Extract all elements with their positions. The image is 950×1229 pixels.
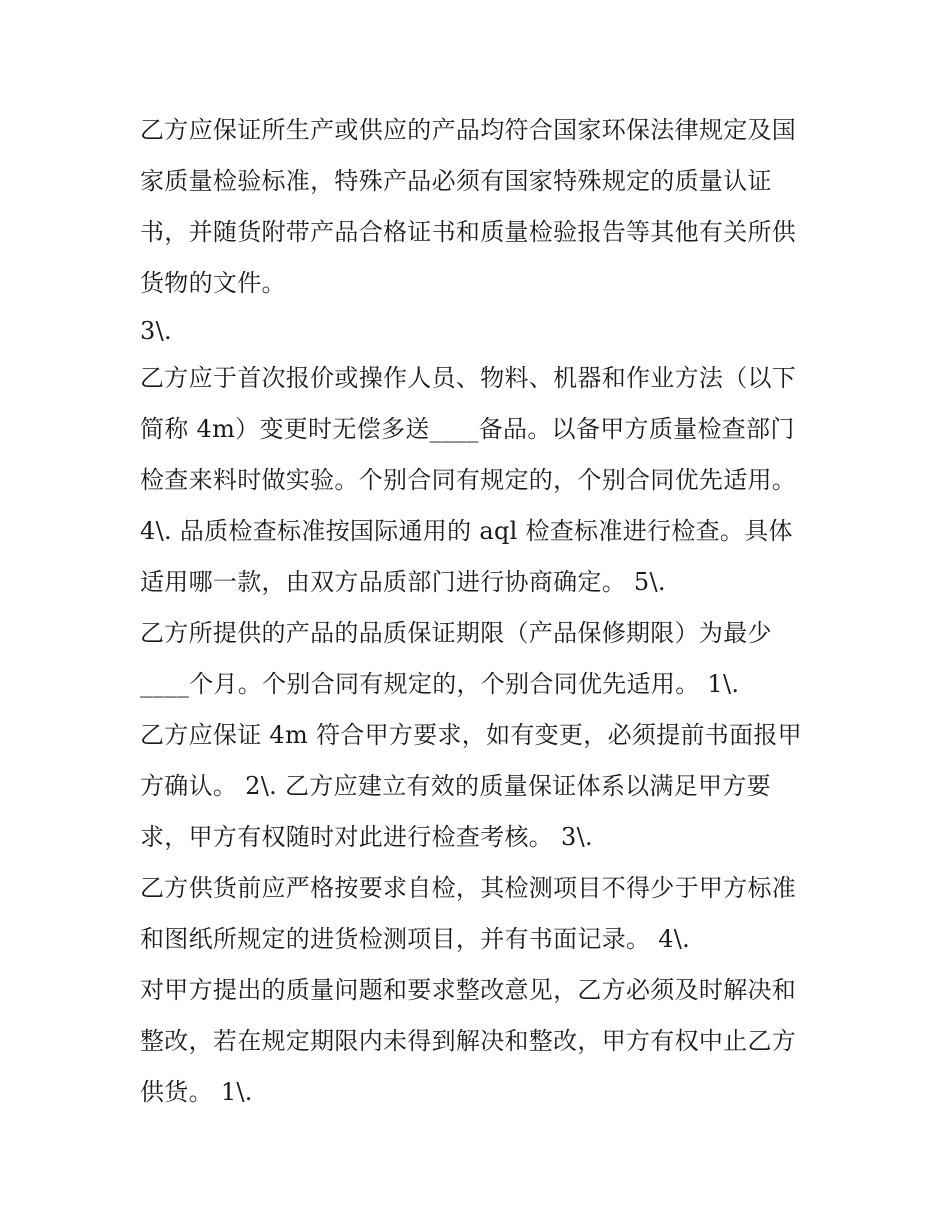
text-line-17: 和图纸所规定的进货检测项目，并有书面记录。 4\.	[140, 925, 691, 953]
text-line-4: 货物的文件。	[140, 269, 286, 297]
text-line-13: 乙方应保证 4m 符合甲方要求，如有变更，必须提前书面报甲	[140, 721, 802, 749]
text-line-18: 对甲方提出的质量问题和要求整改意见，乙方必须及时解决和	[140, 976, 797, 1004]
text-line-1: 乙方应保证所生产或供应的产品均符合国家环保法律规定及国	[140, 116, 797, 144]
text-line-6: 乙方应于首次报价或操作人员、物料、机器和作业方法（以下	[140, 364, 797, 392]
text-line-2: 家质量检验标准，特殊产品必须有国家特殊规定的质量认证	[140, 167, 772, 195]
text-line-20: 供货。 1\.	[140, 1078, 253, 1106]
text-line-15: 求，甲方有权随时对此进行检查考核。 3\.	[140, 823, 593, 851]
text-line-11: 乙方所提供的产品的品质保证期限（产品保修期限）为最少	[140, 619, 772, 647]
text-line-10: 适用哪一款，由双方品质部门进行协商确定。 5\.	[140, 568, 666, 596]
text-line-5: 3\.	[140, 317, 172, 345]
text-line-19: 整改，若在规定期限内未得到解决和整改，甲方有权中止乙方	[140, 1027, 797, 1055]
text-line-3: 书，并随货附带产品合格证书和质量检验报告等其他有关所供	[140, 218, 797, 246]
text-line-8: 检查来料时做实验。个别合同有规定的，个别合同优先适用。	[140, 466, 797, 494]
text-line-16: 乙方供货前应严格按要求自检，其检测项目不得少于甲方标准	[140, 874, 797, 902]
text-line-9: 4\. 品质检查标准按国际通用的 aql 检查标准进行检查。具体	[140, 517, 793, 545]
text-line-14: 方确认。 2\. 乙方应建立有效的质量保证体系以满足甲方要	[140, 772, 771, 800]
text-line-12: ____个月。个别合同有规定的，个别合同优先适用。 1\.	[140, 670, 740, 698]
text-line-7: 简称 4m）变更时无偿多送____备品。以备甲方质量检查部门	[140, 415, 795, 443]
document-body	[140, 105, 820, 1118]
